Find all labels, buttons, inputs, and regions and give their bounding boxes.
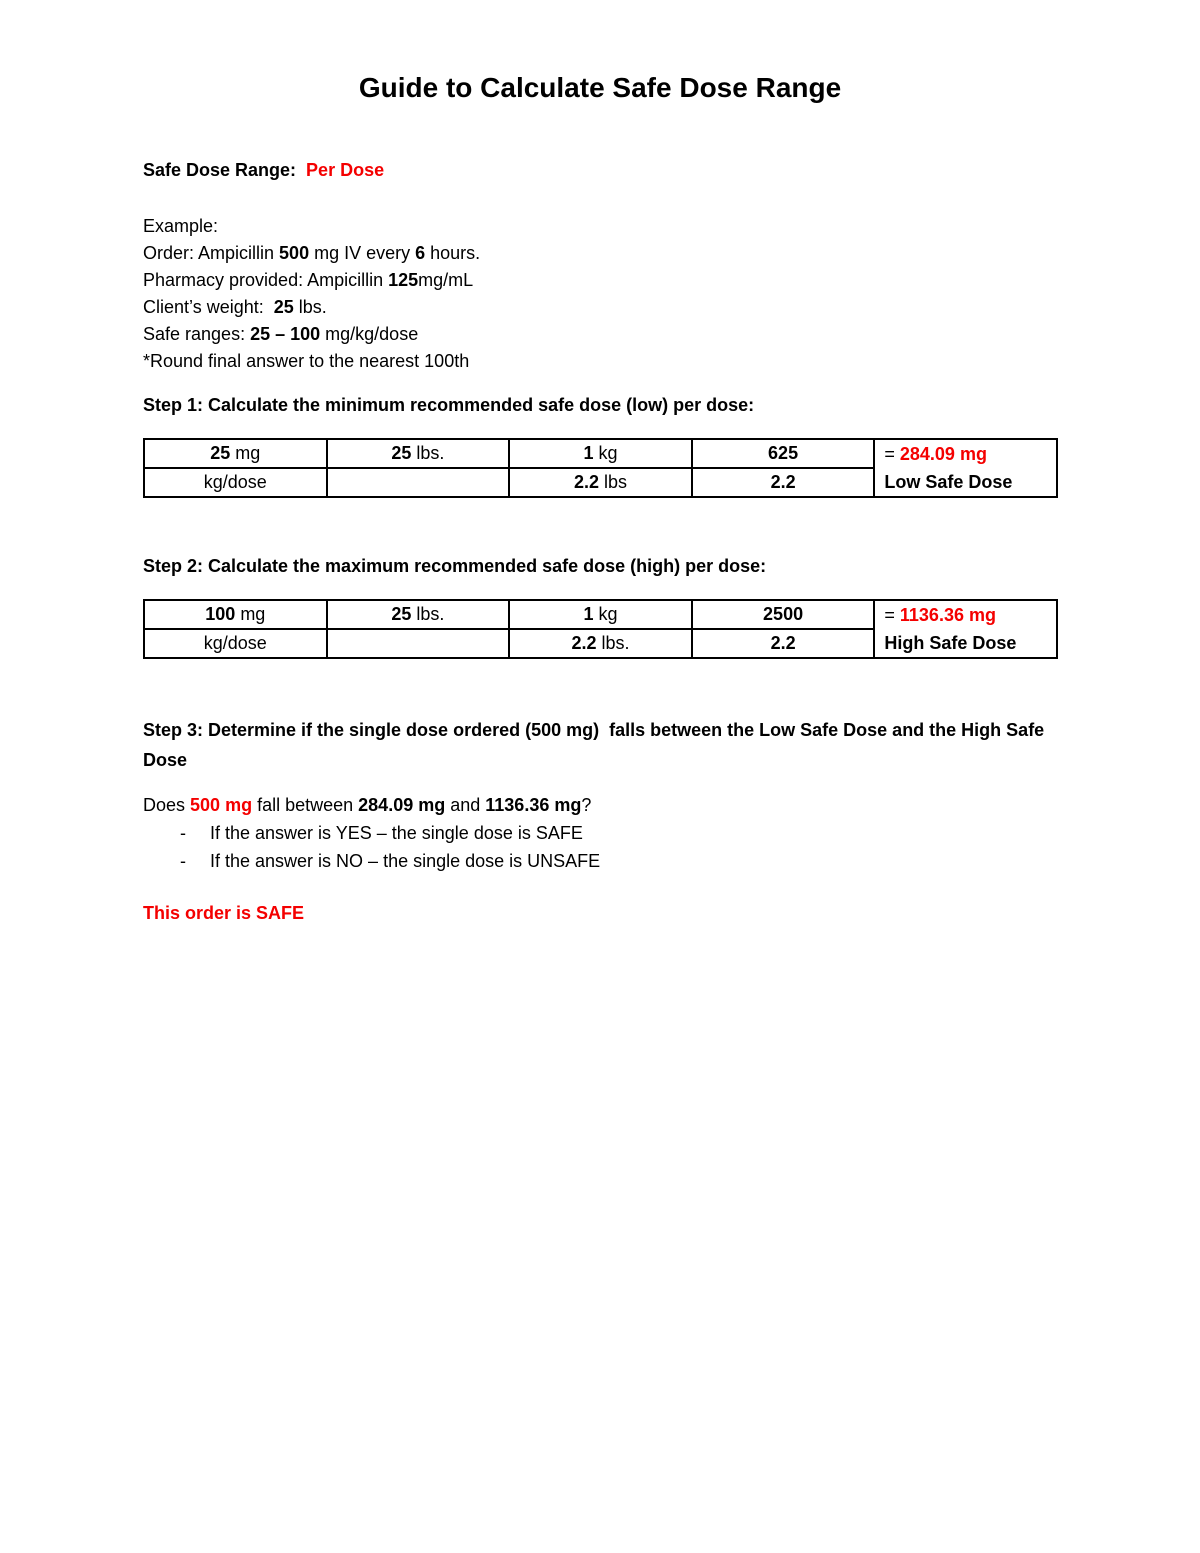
step2-cell-empty bbox=[327, 629, 510, 658]
step1-cell-numerator: 625 bbox=[692, 439, 875, 468]
step1-cell-kg-conversion-top: 1 kg bbox=[509, 439, 692, 468]
list-item bbox=[143, 819, 1060, 847]
example-weight-line: Client’s weight: 25 lbs. bbox=[143, 297, 327, 317]
step1-cell-denominator: 2.2 bbox=[692, 468, 875, 497]
step1-cell-weight-lbs: 25 lbs. bbox=[327, 439, 510, 468]
step2-cell-dose-per-kg-top: 100 mg bbox=[144, 600, 327, 629]
safe-dose-range-subtitle: Safe Dose Range: Per Dose bbox=[143, 160, 385, 180]
step2-cell-dose-per-kg-bottom: kg/dose bbox=[144, 629, 327, 658]
example-block bbox=[143, 213, 1060, 375]
step1-cell-kg-conversion-bottom: 2.2 lbs bbox=[509, 468, 692, 497]
step2-cell-weight-lbs: 25 lbs. bbox=[327, 600, 510, 629]
bullet-yes-text: If the answer is YES – the single dose is SAFE bbox=[210, 823, 583, 843]
bullet-no-text: If the answer is NO – the single dose is UNSAFE bbox=[210, 851, 601, 871]
conclusion-statement: This order is SAFE bbox=[143, 903, 305, 923]
step3-heading: Step 3: Determine if the single dose ordered (500 mg) falls between the Low Safe Dose and the High Safe Dose bbox=[143, 720, 1050, 770]
step1-result-label: Low Safe Dose bbox=[884, 472, 1013, 492]
step1-cell-dose-per-kg-bottom: kg/dose bbox=[144, 468, 327, 497]
step1-heading: Step 1: Calculate the minimum recommended safe dose (low) per dose: bbox=[143, 395, 755, 415]
step2-cell-numerator: 2500 bbox=[692, 600, 875, 629]
step2-cell-denominator: 2.2 bbox=[692, 629, 875, 658]
step3-question: Does 500 mg fall between 284.09 mg and 1136.36 mg? bbox=[143, 795, 592, 815]
step2-heading: Step 2: Calculate the maximum recommended safe dose (high) per dose: bbox=[143, 556, 767, 576]
step1-result-value: = 284.09 mg bbox=[884, 444, 987, 464]
table-row bbox=[144, 439, 1057, 468]
document-content bbox=[0, 158, 1200, 926]
step1-result-cell bbox=[874, 439, 1057, 497]
bullet-dash: - bbox=[180, 851, 186, 871]
list-item bbox=[143, 847, 1060, 875]
step2-cell-kg-conversion-top: 1 kg bbox=[509, 600, 692, 629]
example-label-line: Example: bbox=[143, 216, 219, 236]
table-row bbox=[144, 600, 1057, 629]
example-round-note-line: *Round final answer to the nearest 100th bbox=[143, 351, 470, 371]
example-pharmacy-line: Pharmacy provided: Ampicillin 125mg/mL bbox=[143, 270, 474, 290]
step2-result-value: = 1136.36 mg bbox=[884, 605, 996, 625]
step1-cell-dose-per-kg-top: 25 mg bbox=[144, 439, 327, 468]
step3-bullet-list bbox=[143, 819, 1060, 875]
bullet-dash: - bbox=[180, 823, 186, 843]
step1-calculation-table bbox=[143, 438, 1058, 498]
example-safe-ranges-line: Safe ranges: 25 – 100 mg/kg/dose bbox=[143, 324, 419, 344]
step2-result-cell bbox=[874, 600, 1057, 658]
step2-cell-kg-conversion-bottom: 2.2 lbs. bbox=[509, 629, 692, 658]
step2-calculation-table bbox=[143, 599, 1058, 659]
step1-cell-empty bbox=[327, 468, 510, 497]
document-title: Guide to Calculate Safe Dose Range bbox=[358, 72, 842, 103]
example-order-line: Order: Ampicillin 500 mg IV every 6 hours. bbox=[143, 243, 481, 263]
step2-result-label: High Safe Dose bbox=[884, 633, 1017, 653]
